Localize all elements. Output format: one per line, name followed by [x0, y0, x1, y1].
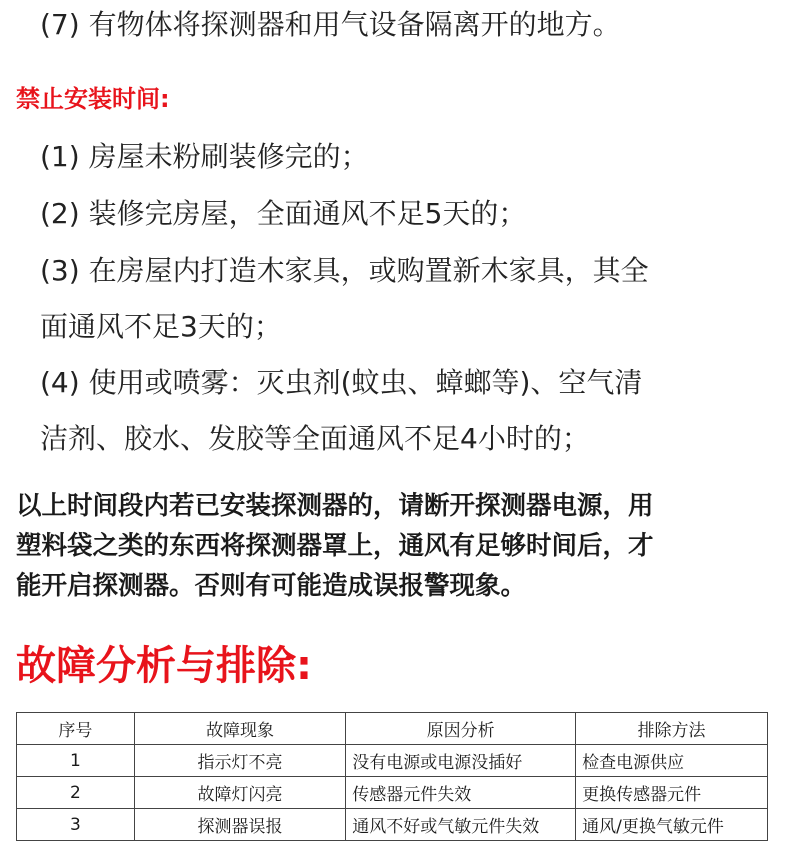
- forbidden-item-4-cont: 洁剂、胶水、发胶等全面通风不足4小时的；: [40, 422, 590, 455]
- forbidden-time-heading: 禁止安装时间:: [16, 85, 170, 113]
- forbidden-item-3: (3) 在房屋内打造木家具，或购置新木家具，其全: [40, 254, 649, 287]
- table-row: [17, 809, 768, 841]
- header-index: 序号: [17, 713, 135, 745]
- cell-index: 2: [17, 777, 135, 809]
- cell-symptom: 探测器误报: [134, 809, 346, 841]
- cell-index: 1: [17, 745, 135, 777]
- item-7: (7) 有物体将探测器和用气设备隔离开的地方。: [40, 8, 621, 41]
- header-cause: 原因分析: [346, 713, 576, 745]
- header-symptom: 故障现象: [134, 713, 346, 745]
- cell-symptom: 故障灯闪亮: [134, 777, 346, 809]
- table-row: [17, 777, 768, 809]
- forbidden-item-3-cont: 面通风不足3天的；: [40, 310, 282, 343]
- forbidden-item-1: (1) 房屋未粉刷装修完的；: [40, 140, 369, 173]
- fault-analysis-heading: 故障分析与排除:: [16, 643, 312, 689]
- cell-symptom: 指示灯不亮: [134, 745, 346, 777]
- cell-cause: 传感器元件失效: [346, 777, 576, 809]
- header-solution: 排除方法: [576, 713, 768, 745]
- warning-line-1: 以上时间段内若已安装探测器的，请断开探测器电源，用: [16, 491, 654, 521]
- table-row: [17, 745, 768, 777]
- cell-solution: 检查电源供应: [576, 745, 768, 777]
- forbidden-item-2: (2) 装修完房屋，全面通风不足5天的；: [40, 197, 527, 230]
- warning-line-3: 能开启探测器。否则有可能造成误报警现象。: [16, 571, 527, 601]
- table-header-row: [17, 713, 768, 745]
- cell-solution: 更换传感器元件: [576, 777, 768, 809]
- cell-solution: 通风/更换气敏元件: [576, 809, 768, 841]
- cell-index: 3: [17, 809, 135, 841]
- cell-cause: 通风不好或气敏元件失效: [346, 809, 576, 841]
- fault-table: [16, 712, 768, 841]
- cell-cause: 没有电源或电源没插好: [346, 745, 576, 777]
- forbidden-item-4: (4) 使用或喷雾：灭虫剂(蚊虫、蟑螂等)、空气清: [40, 366, 643, 399]
- warning-line-2: 塑料袋之类的东西将探测器罩上，通风有足够时间后，才: [16, 531, 654, 561]
